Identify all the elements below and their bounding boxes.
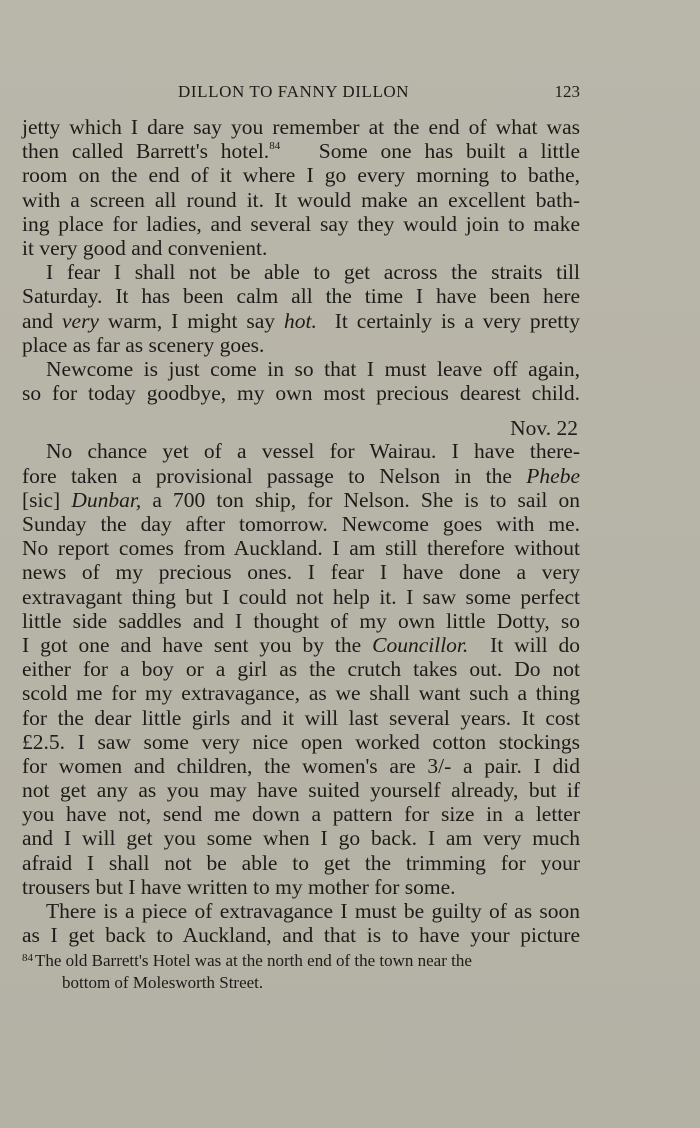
text-line: and I will get you some when I go back. I am very much: [22, 826, 580, 851]
footnote-ref: 84: [269, 140, 281, 153]
text-line: No report comes from Auckland. I am still therefore without: [22, 536, 580, 561]
text-line: then called Barrett's hotel.$^{84}$ Some one has built a little: [22, 139, 581, 164]
text-line: not get any as you may have suited yourself already, but if: [22, 778, 580, 803]
letter-body: [22, 115, 580, 947]
text-line: [sic] Dunbar, a 700 ton ship, for Nelson. She is to sail on: [22, 487, 581, 512]
footnote-mark: 84: [22, 952, 33, 964]
text-line: for the dear little girls and it will last several years. It cost: [22, 705, 580, 730]
text-line: jetty which I dare say you remember at the end of what was: [22, 115, 580, 139]
text-line: place as far as scenery goes.: [22, 332, 265, 357]
text-line: afraid I shall not be able to get the trimming for your: [22, 850, 580, 875]
text-line: little side saddles and I thought of my own little Dotty, so: [22, 608, 580, 633]
text-line: either for a boy or a girl as the crutch takes out. Do not: [22, 657, 580, 682]
text-line: Sunday the day after tomorrow. Newcome goes with me.: [22, 512, 580, 536]
text-line: room on the end of it where I go every morning to bathe,: [22, 163, 580, 188]
running-title: DILLON TO FANNY DILLON: [178, 82, 410, 101]
footnotes: [22, 947, 580, 994]
text-line: you have not, send me down a pattern for size in a letter: [22, 802, 580, 827]
text-line: I fear I shall not be able to get across the straits till: [46, 260, 580, 285]
text-line: fore taken a provisional passage to Nelson in the Phebe: [22, 463, 580, 488]
footnote-continuation: bottom of Molesworth Street.: [62, 973, 264, 992]
text-line: with a screen all round it. It would make an excellent bath-: [22, 187, 580, 212]
text-line: so for today goodbye, my own most precious dearest child.: [22, 381, 580, 406]
text-line: £2.5. I saw some very nice open worked cotton stockings: [22, 729, 580, 754]
running-header: [22, 82, 580, 108]
text-line: trousers but I have written to my mother for some.: [22, 874, 456, 899]
text-line: There is a piece of extravagance I must be guilty of as soon: [46, 899, 580, 923]
text-line: scold me for my extravagance, as we shall want such a thing: [22, 681, 580, 706]
text-line: news of my precious ones. I fear I have done a very: [22, 560, 580, 585]
text-line: it very good and convenient.: [22, 235, 268, 260]
page-number: 123: [554, 82, 580, 101]
text-line: as I get back to Auckland, and that is to have your picture: [22, 923, 580, 948]
text-line: I got one and have sent you by the Councillor. It will do: [22, 632, 580, 657]
footnote: $^{84}$ The old Barrett's Hotel was at the north end of the town near the: [22, 951, 472, 970]
text-line: Newcome is just come in so that I must leave off again,: [46, 356, 580, 381]
text-line: for women and children, the women's are 3/- a pair. I did: [22, 753, 580, 778]
text-line: Saturday. It has been calm all the time I have been here: [22, 284, 580, 309]
text-line: ing place for ladies, and several say they would join to make: [22, 211, 580, 236]
text-line: extravagant thing but I could not help it. I saw some perfect: [22, 584, 580, 609]
text-line: and very warm, I might say hot. It certainly is a very pretty: [22, 308, 580, 333]
text-line: No chance yet of a vessel for Wairau. I have there-: [46, 439, 580, 464]
date-line: Nov. 22: [510, 416, 578, 441]
